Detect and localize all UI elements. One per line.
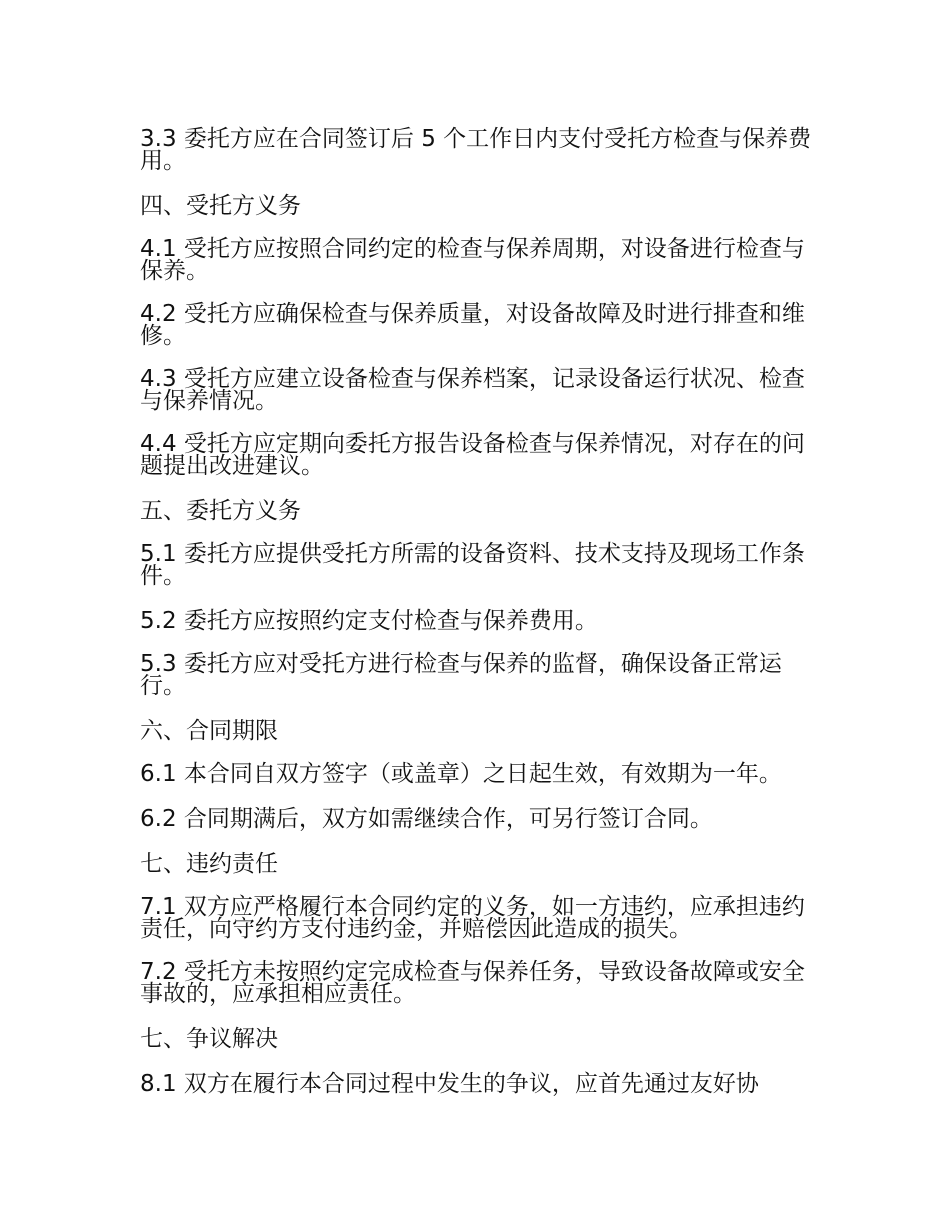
section-heading-7: 七、违约责任 xyxy=(140,851,278,877)
section-heading-5: 五、委托方义务 xyxy=(140,498,301,524)
clause-7-1: 7.1 双方应严格履行本合同约定的义务，如一方违约，应承担违约责任，向守约方支付违约金，并赔偿因此造成的损失。 xyxy=(140,894,805,942)
clause-5-3: 5.3 委托方应对受托方进行检查与保养的监督，确保设备正常运行。 xyxy=(140,651,782,699)
section-heading-8: 七、争议解决 xyxy=(140,1026,278,1052)
clause-5-2: 5.2 委托方应按照约定支付检查与保养费用。 xyxy=(140,608,598,634)
document-body xyxy=(140,128,812,1116)
clause-5-1: 5.1 委托方应提供受托方所需的设备资料、技术支持及现场工作条件。 xyxy=(140,541,805,589)
clause-6-1: 6.1 本合同自双方签字（或盖章）之日起生效，有效期为一年。 xyxy=(140,761,782,787)
clause-4-4: 4.4 受托方应定期向委托方报告设备检查与保养情况，对存在的问题提出改进建议。 xyxy=(140,431,805,479)
clause-4-1: 4.1 受托方应按照合同约定的检查与保养周期，对设备进行检查与保养。 xyxy=(140,236,805,284)
clause-4-2: 4.2 受托方应确保检查与保养质量，对设备故障及时进行排查和维修。 xyxy=(140,301,805,349)
clause-6-2: 6.2 合同期满后，双方如需继续合作，可另行签订合同。 xyxy=(140,806,713,832)
clause-8-1: 8.1 双方在履行本合同过程中发生的争议，应首先通过友好协 xyxy=(140,1071,759,1097)
clause-7-2: 7.2 受托方未按照约定完成检查与保养任务，导致设备故障或安全事故的，应承担相应责任。 xyxy=(140,959,805,1007)
clause-3-3: 3.3 委托方应在合同签订后 5 个工作日内支付受托方检查与保养费用。 xyxy=(140,126,812,174)
section-heading-6: 六、合同期限 xyxy=(140,718,278,744)
section-heading-4: 四、受托方义务 xyxy=(140,193,301,219)
clause-4-3: 4.3 受托方应建立设备检查与保养档案，记录设备运行状况、检查与保养情况。 xyxy=(140,366,805,414)
